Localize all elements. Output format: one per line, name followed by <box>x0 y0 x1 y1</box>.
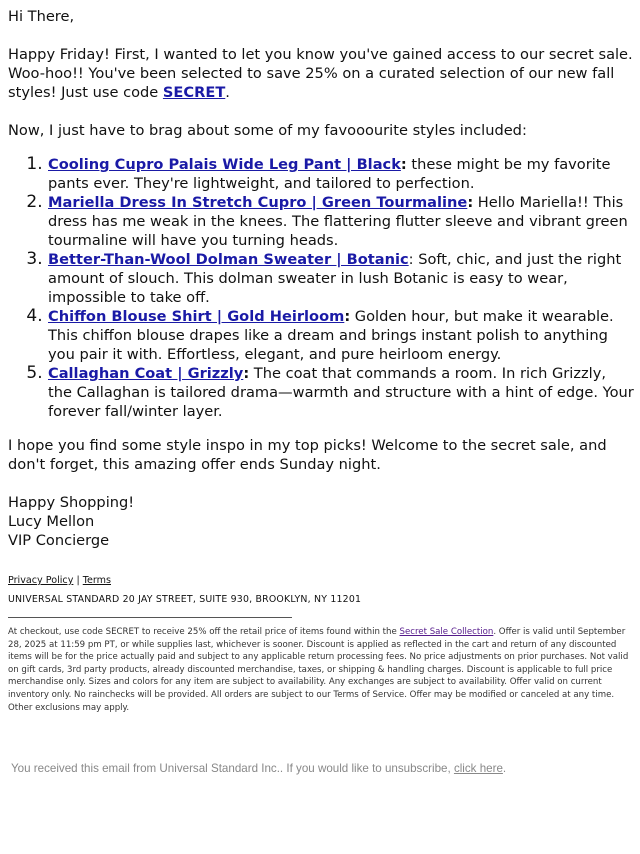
intro-text: Happy Friday! First, I wanted to let you know you've gained access to our secret sale. Woo-hoo!! You've been selected to save 25% on a curated selection of our new fall styles! Just use code <box>8 46 633 101</box>
product-desc: Golden hour, but make it wearable. This chiffon blouse drapes like a dream and brings instant polish to anything you pair it with. Effortless, elegant, and pure heirloom energy. <box>48 308 614 363</box>
privacy-policy-link[interactable]: Privacy Policy <box>8 575 74 586</box>
product-link-dolman-sweater[interactable]: Better-Than-Wool Dolman Sweater | Botanic <box>48 251 409 268</box>
brag-paragraph: Now, I just have to brag about some of my favooourite styles included: <box>8 122 527 139</box>
signer-title: VIP Concierge <box>8 532 110 549</box>
signer-name: Lucy Mellon <box>8 513 95 530</box>
divider <box>8 617 292 618</box>
intro-end: . <box>225 84 230 101</box>
product-link-mariella-dress[interactable]: Mariella Dress In Stretch Cupro | Green Tourmaline <box>48 194 468 211</box>
product-link-chiffon-blouse[interactable]: Chiffon Blouse Shirt | Gold Heirloom <box>48 308 345 325</box>
product-desc: The coat that commands a room. In rich Grizzly, the Callaghan is tailored drama—warmth and structure with a hint of edge. Your forever fall/winter layer. <box>48 365 634 420</box>
terms-link[interactable]: Terms <box>82 575 111 586</box>
footer-links: Privacy Policy | Terms <box>8 575 111 586</box>
list-item: 1. Cooling Cupro Palais Wide Leg Pant | Black: these might be my favorite pants ever. They're lightweight, and tailored to perfection. <box>48 155 634 193</box>
unsubscribe-link[interactable]: click here <box>453 762 503 776</box>
list-item: 2. Mariella Dress In Stretch Cupro | Green Tourmaline: Hello Mariella!! This dress has me weak in the knees. The flattering flutter sleeve and vibrant green tourmaline will have you turning heads. <box>48 193 634 250</box>
list-item: 4. Chiffon Blouse Shirt | Gold Heirloom: Golden hour, but make it wearable. This chiffon blouse drapes like a dream and brings instant polish to anything you pair it with. Effortless, elegant, and pure heirloom energy. <box>48 307 634 364</box>
list-item: 5. Callaghan Coat | Grizzly: The coat that commands a room. In rich Grizzly, the Callaghan is tailored drama—warmth and structure with a hint of edge. Your forever fall/winter layer. <box>48 364 634 421</box>
company-address: UNIVERSAL STANDARD 20 JAY STREET, SUITE 930, BROOKLYN, NY 11201 <box>8 594 362 605</box>
closing-paragraph: I hope you find some style inspo in my top picks! Welcome to the secret sale, and don't forget, this amazing offer ends Sunday night. <box>8 437 607 473</box>
intro-paragraph <box>8 45 634 102</box>
list-item: 3. Better-Than-Wool Dolman Sweater | Botanic: Soft, chic, and just the right amount of slouch. This dolman sweater in lush Botanic is easy to wear, impossible to take off. <box>48 250 634 307</box>
product-link-cupro-pant[interactable]: Cooling Cupro Palais Wide Leg Pant | Black <box>48 156 401 173</box>
product-desc: these might be my favorite pants ever. They're lightweight, and tailored to perfection. <box>48 156 611 192</box>
signoff-line: Happy Shopping! <box>8 494 135 511</box>
fine-print: At checkout, use code SECRET to receive 25% off the retail price of items found within the Secret Sale Collection. Offer is valid until September 28, 2025 at 11:59 pm PT, or while supplies last, whichever is sooner. Discount is applied as reflected in the cart and return of any discounted items will be for the price actually paid and subject to any applicable return processing fees. No price adjustments on prior purchases. Not valid on gift cards, 3rd party products, already discounted merchandise, taxes, or shipping & handling charges. Discount is applicable to full price merchandise only. Sizes and colors for any item are subject to availability. Any exchanges are subject to availability. Offer valid on current inventory only. No rainchecks will be provided. All orders are subject to our Terms of Service. Offer may be modified or canceled at any time. Other exclusions may apply. <box>8 627 629 713</box>
product-link-callaghan-coat[interactable]: Callaghan Coat | Grizzly <box>48 365 244 382</box>
product-desc: Hello Mariella!! This dress has me weak in the knees. The flattering flutter sleeve and vibrant green tourmaline will have you turning heads. <box>48 194 628 249</box>
secret-code-link[interactable]: SECRET <box>162 84 226 101</box>
unsubscribe-notice: You received this email from Universal Standard Inc.. If you would like to unsubscribe, click here. <box>11 762 507 776</box>
picks-list <box>8 155 634 421</box>
greeting: Hi There, <box>8 8 75 25</box>
secret-sale-collection-link[interactable]: Secret Sale Collection <box>399 627 494 637</box>
product-desc: Soft, chic, and just the right amount of slouch. This dolman sweater in lush Botanic is easy to wear, impossible to take off. <box>48 251 622 306</box>
